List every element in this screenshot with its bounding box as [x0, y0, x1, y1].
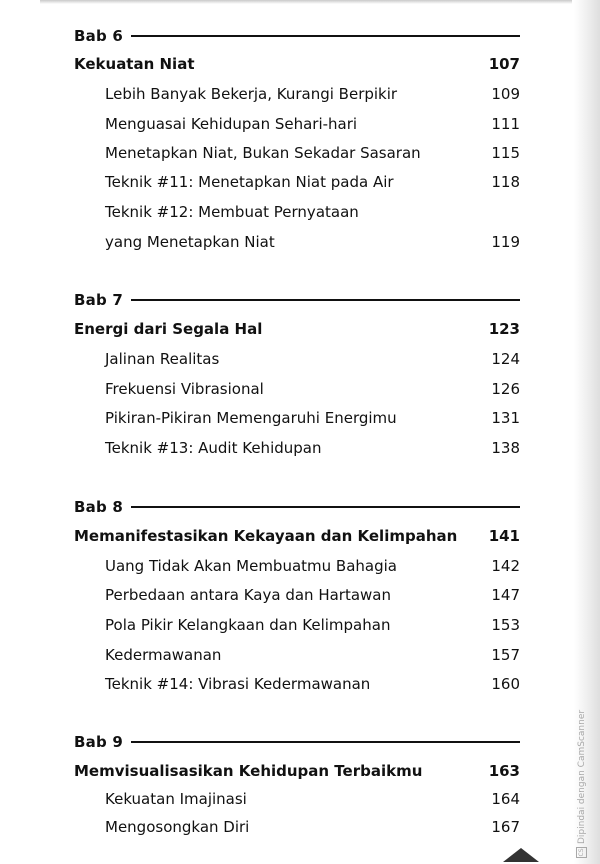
toc-item	[0, 435, 520, 461]
toc-item-title: Teknik #12: Membuat Pernyataan	[105, 203, 359, 221]
toc-item-title: Mengosongkan Diri	[105, 818, 250, 836]
toc-item-page-number: 131	[491, 409, 520, 427]
toc-item	[0, 376, 520, 402]
toc-item-page-number: 119	[491, 233, 520, 251]
toc-item	[0, 671, 520, 697]
toc-item-title: Lebih Banyak Bekerja, Kurangi Berpikir	[105, 85, 398, 103]
chapter-page-number: 163	[488, 762, 520, 780]
bab-label: Bab 6	[74, 27, 123, 45]
page-bottom-mark	[503, 848, 539, 862]
toc-item-title: Frekuensi Vibrasional	[105, 380, 264, 398]
toc-item	[0, 346, 520, 372]
chapter-row	[0, 51, 520, 77]
toc-item-title: Menetapkan Niat, Bukan Sekadar Sasaran	[105, 144, 421, 162]
toc-item-page-number: 167	[491, 818, 520, 836]
toc-item-title: Pola Pikir Kelangkaan dan Kelimpahan	[105, 616, 391, 634]
toc-item-page-number: 124	[491, 350, 520, 368]
toc-item	[0, 169, 520, 195]
toc-item-page-number: 109	[491, 85, 520, 103]
toc-item-title: Kekuatan Imajinasi	[105, 790, 247, 808]
bab-label: Bab 9	[74, 733, 123, 751]
toc-item	[0, 405, 520, 431]
toc-item-title: Pikiran-Pikiran Memengaruhi Energimu	[105, 409, 397, 427]
bab-header	[74, 730, 520, 754]
chapter-row	[0, 758, 520, 784]
bab-header	[74, 288, 520, 312]
toc-item-page-number: 160	[491, 675, 520, 693]
toc-item-page-number: 138	[491, 439, 520, 457]
bab-divider	[131, 35, 520, 37]
bab-label: Bab 7	[74, 291, 123, 309]
chapter-title: Memvisualisasikan Kehidupan Terbaikmu	[74, 762, 423, 780]
toc-item-page-number: 153	[491, 616, 520, 634]
chapter-page-number: 107	[488, 55, 520, 73]
toc-item-title: Kedermawanan	[105, 646, 222, 664]
chapter-row	[0, 523, 520, 549]
bab-divider	[131, 299, 520, 301]
chapter-page-number: 123	[488, 320, 520, 338]
chapter-title: Kekuatan Niat	[74, 55, 195, 73]
toc-item	[0, 814, 520, 840]
chapter-page-number: 141	[488, 527, 520, 545]
toc-item	[0, 111, 520, 137]
bab-header	[74, 24, 520, 48]
chapter-row	[0, 316, 520, 342]
toc-item-title: Perbedaan antara Kaya dan Hartawan	[105, 586, 392, 604]
toc-item	[0, 140, 520, 166]
toc-item	[0, 229, 520, 255]
chapter-title: Memanifestasikan Kekayaan dan Kelimpahan	[74, 527, 458, 545]
toc-item-title: Jalinan Realitas	[105, 350, 220, 368]
bab-label: Bab 8	[74, 498, 123, 516]
toc-item	[0, 553, 520, 579]
toc-item-title: Uang Tidak Akan Membuatmu Bahagia	[105, 557, 397, 575]
toc-item	[0, 582, 520, 608]
toc-item-page-number: 111	[491, 115, 520, 133]
chapter-title: Energi dari Segala Hal	[74, 320, 263, 338]
toc-item	[0, 642, 520, 668]
camscanner-watermark	[576, 710, 587, 858]
toc-item-page-number: 115	[491, 144, 520, 162]
toc-item-title: yang Menetapkan Niat	[105, 233, 275, 251]
toc-item-title: Menguasai Kehidupan Sehari-hari	[105, 115, 358, 133]
bab-header	[74, 495, 520, 519]
camscanner-icon: CS	[578, 848, 585, 857]
bab-divider	[131, 506, 520, 508]
bab-divider	[131, 741, 520, 743]
toc-item	[0, 81, 520, 107]
toc-item-page-number: 147	[491, 586, 520, 604]
watermark-text: Dipindai dengan CamScanner	[576, 709, 587, 844]
toc-item-page-number: 118	[491, 173, 520, 191]
toc-item-page-number: 126	[491, 380, 520, 398]
toc-item	[0, 199, 520, 225]
toc-item-page-number: 142	[491, 557, 520, 575]
toc-item-page-number: 157	[491, 646, 520, 664]
toc-item	[0, 612, 520, 638]
toc-item-title: Teknik #14: Vibrasi Kedermawanan	[105, 675, 371, 693]
toc-item-page-number: 164	[491, 790, 520, 808]
toc-item-title: Teknik #13: Audit Kehidupan	[105, 439, 322, 457]
toc-item-title: Teknik #11: Menetapkan Niat pada Air	[105, 173, 394, 191]
toc-item	[0, 786, 520, 812]
